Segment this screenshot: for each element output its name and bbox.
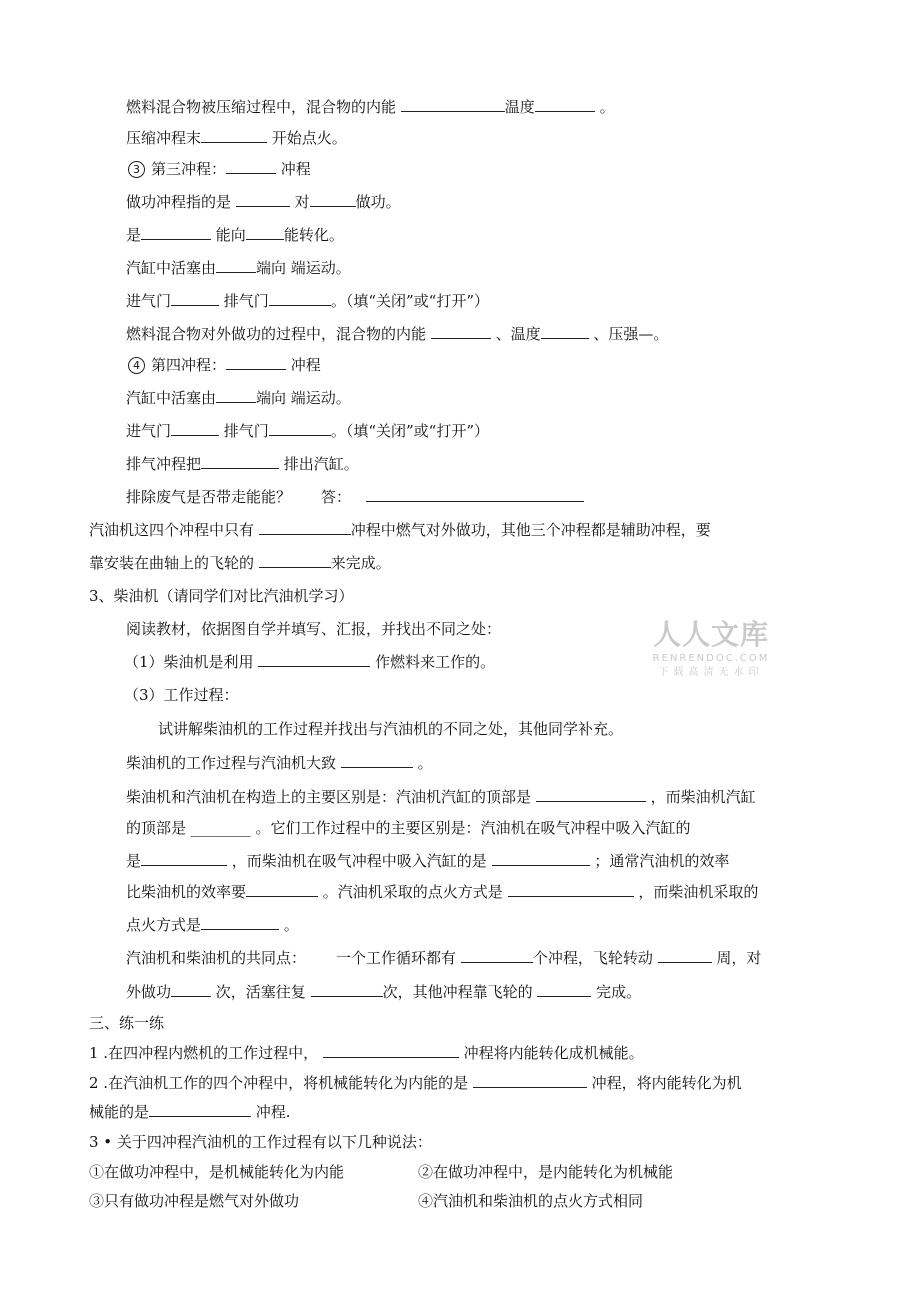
text-line bbox=[126, 882, 758, 902]
section-heading: 三、练一练 bbox=[89, 1014, 165, 1032]
watermark-slogan: 下载高清无水印 bbox=[658, 667, 764, 678]
text: 排气门 bbox=[223, 422, 269, 440]
blank bbox=[141, 851, 227, 866]
text: 冲程将内能转化成机械能。 bbox=[463, 1044, 644, 1062]
circled-number: 4 bbox=[128, 357, 145, 374]
watermark-title: 人人文库 bbox=[652, 618, 769, 651]
blank bbox=[226, 159, 276, 174]
text: 个冲程，飞轮转动 bbox=[532, 949, 653, 967]
text: 。 bbox=[417, 754, 433, 772]
text: 冲程 bbox=[280, 160, 311, 178]
text-line bbox=[126, 258, 351, 278]
blank bbox=[341, 753, 413, 768]
text: 做功。 bbox=[355, 193, 401, 211]
text-line bbox=[126, 324, 668, 344]
text-line: 试讲解柴油机的工作过程并找出与汽油机的不同之处，其他同学补充。 bbox=[158, 720, 624, 738]
blank bbox=[269, 421, 331, 436]
text-line bbox=[126, 948, 761, 968]
text: ，而柴油机汽缸 bbox=[650, 788, 756, 806]
text: 能向 bbox=[215, 226, 246, 244]
text: 排气门 bbox=[223, 292, 269, 310]
text: 冲程. bbox=[255, 1103, 291, 1121]
text: 排气冲程把 bbox=[126, 455, 202, 473]
text: 外做功 bbox=[126, 983, 172, 1001]
blank bbox=[171, 421, 219, 436]
blank bbox=[537, 982, 591, 997]
text: 温度 bbox=[504, 98, 535, 116]
text: 作燃料来工作的。 bbox=[375, 653, 496, 671]
text-line: （3）工作过程： bbox=[124, 686, 239, 704]
text-line bbox=[126, 291, 489, 311]
blank bbox=[401, 97, 505, 112]
text-line bbox=[126, 128, 347, 148]
text: 。（填“关闭”或“打开”） bbox=[330, 422, 489, 440]
text-line bbox=[124, 652, 495, 672]
blank bbox=[201, 454, 279, 469]
question-3: 3 • 关于四冲程汽油机的工作过程有以下几种说法： bbox=[89, 1133, 432, 1151]
text-line bbox=[126, 982, 641, 1002]
text: 冲程，将内能转化为机 bbox=[591, 1074, 742, 1092]
blank bbox=[535, 97, 595, 112]
text: 压缩冲程末 bbox=[126, 129, 202, 147]
blank bbox=[216, 388, 256, 403]
text: 械能的是 bbox=[89, 1103, 150, 1121]
blank bbox=[492, 851, 590, 866]
text: 柴油机的工作过程与汽油机大致 bbox=[126, 754, 337, 772]
text: 汽缸中活塞由 bbox=[126, 259, 217, 277]
blank bbox=[201, 128, 267, 143]
text-line bbox=[126, 388, 351, 408]
blank bbox=[461, 948, 533, 963]
text-line bbox=[126, 851, 729, 871]
text: 柴油机和汽油机在构造上的主要区别是：汽油机汽缸的顶部是 bbox=[126, 788, 532, 806]
text: 冲程 bbox=[290, 356, 321, 374]
section-stroke-3 bbox=[128, 159, 311, 179]
text-line bbox=[126, 787, 756, 807]
blank bbox=[201, 915, 279, 930]
text: 靠安装在曲轴上的飞轮的 bbox=[89, 554, 255, 572]
blank bbox=[171, 982, 211, 997]
blank bbox=[149, 1102, 251, 1117]
text: 周，对 bbox=[716, 949, 762, 967]
text: 比柴油机的效率要 bbox=[126, 883, 247, 901]
text: 对 bbox=[294, 193, 310, 211]
blank bbox=[311, 982, 383, 997]
option-4: ④汽油机和柴油机的点火方式相同 bbox=[418, 1192, 644, 1210]
watermark bbox=[646, 618, 776, 680]
question-2 bbox=[89, 1073, 742, 1093]
circled-number: 3 bbox=[128, 161, 145, 178]
text: ，而柴油机在吸气冲程中吸入汽缸的是 bbox=[231, 852, 487, 870]
text: 、温度 bbox=[495, 325, 541, 343]
blank bbox=[216, 258, 256, 273]
text-line bbox=[126, 192, 401, 212]
blank bbox=[508, 882, 634, 897]
section-stroke-4 bbox=[128, 355, 321, 375]
text: 排出汽缸。 bbox=[283, 455, 359, 473]
text-line bbox=[126, 225, 344, 245]
text: 能转化。 bbox=[283, 226, 344, 244]
text: 排除废气是否带走能能？ bbox=[126, 488, 292, 506]
text: 汽油机和柴油机的共同点： bbox=[126, 949, 307, 967]
blank bbox=[236, 192, 290, 207]
blank bbox=[258, 652, 370, 667]
option-1: ①在做功冲程中，是机械能转化为内能 bbox=[89, 1163, 345, 1181]
text: 是 bbox=[126, 852, 142, 870]
text: 答： bbox=[321, 488, 352, 506]
text-line bbox=[89, 553, 391, 573]
section-heading: 3、柴油机（请同学们对比汽油机学习） bbox=[89, 587, 354, 605]
text: 。汽油机采取的点火方式是 bbox=[322, 883, 503, 901]
option-2: ②在做功冲程中，是内能转化为机械能 bbox=[418, 1163, 674, 1181]
text: 燃料混合物被压缩过程中，混合物的内能 bbox=[126, 98, 397, 116]
text: 来完成。 bbox=[330, 554, 391, 572]
blank bbox=[310, 192, 356, 207]
text: 进气门 bbox=[126, 292, 172, 310]
blank bbox=[366, 487, 584, 502]
text-line bbox=[89, 520, 711, 540]
text: 是 bbox=[126, 226, 142, 244]
text: 端向 端运动。 bbox=[256, 389, 351, 407]
text-line bbox=[126, 487, 584, 507]
blank bbox=[259, 520, 351, 535]
blank bbox=[246, 225, 284, 240]
text: （1）柴油机是利用 bbox=[124, 653, 254, 671]
blank bbox=[541, 324, 589, 339]
text-line: 阅读教材，依据图自学并填写、汇报，并找出不同之处： bbox=[126, 620, 502, 638]
text: 、压强—。 bbox=[593, 325, 669, 343]
text: 。（填“关闭”或“打开”） bbox=[330, 292, 489, 310]
blank bbox=[473, 1073, 587, 1088]
text-line bbox=[126, 421, 489, 441]
watermark-url: RENRENDOC.COM bbox=[652, 653, 770, 664]
text-line bbox=[126, 915, 299, 935]
text: 一个工作循环都有 bbox=[336, 949, 457, 967]
text: 汽缸中活塞由 bbox=[126, 389, 217, 407]
blank bbox=[431, 324, 491, 339]
text-line: 的顶部是 ________ 。它们工作过程中的主要区别是：汽油机在吸气冲程中吸入汽缸的 bbox=[126, 819, 691, 837]
text: ；通常汽油机的效率 bbox=[594, 852, 730, 870]
text: 端向 端运动。 bbox=[256, 259, 351, 277]
blank bbox=[171, 291, 219, 306]
text: 。 bbox=[599, 98, 615, 116]
blank bbox=[246, 882, 318, 897]
text: 1 .在四冲程内燃机的工作过程中， bbox=[89, 1044, 319, 1062]
blank bbox=[269, 291, 331, 306]
blank bbox=[536, 787, 646, 802]
text: 。 bbox=[283, 916, 299, 934]
text: 进气门 bbox=[126, 422, 172, 440]
text: 第四冲程： bbox=[151, 356, 227, 374]
text: 点火方式是 bbox=[126, 916, 202, 934]
text: ，而柴油机采取的 bbox=[638, 883, 759, 901]
text: 冲程中燃气对外做功，其他三个冲程都是辅助冲程，要 bbox=[350, 521, 711, 539]
question-2-cont bbox=[89, 1102, 291, 1122]
blank bbox=[259, 553, 331, 568]
option-3: ③只有做功冲程是燃气对外做功 bbox=[89, 1192, 300, 1210]
blank bbox=[141, 225, 211, 240]
text: 燃料混合物对外做功的过程中，混合物的内能 bbox=[126, 325, 427, 343]
text-line bbox=[126, 753, 433, 773]
text: 次，活塞往复 bbox=[215, 983, 306, 1001]
text: 2 .在汽油机工作的四个冲程中，将机械能转化为内能的是 bbox=[89, 1074, 469, 1092]
text: 次，其他冲程靠飞轮的 bbox=[382, 983, 533, 1001]
text: 开始点火。 bbox=[271, 129, 347, 147]
blank bbox=[323, 1043, 459, 1058]
text: 完成。 bbox=[596, 983, 642, 1001]
text: 做功冲程指的是 bbox=[126, 193, 232, 211]
text: 第三冲程： bbox=[151, 160, 227, 178]
blank bbox=[226, 355, 286, 370]
text-line bbox=[126, 454, 359, 474]
text: 汽油机这四个冲程中只有 bbox=[89, 521, 255, 539]
text-line bbox=[126, 97, 615, 117]
question-1 bbox=[89, 1043, 644, 1063]
blank bbox=[658, 948, 712, 963]
